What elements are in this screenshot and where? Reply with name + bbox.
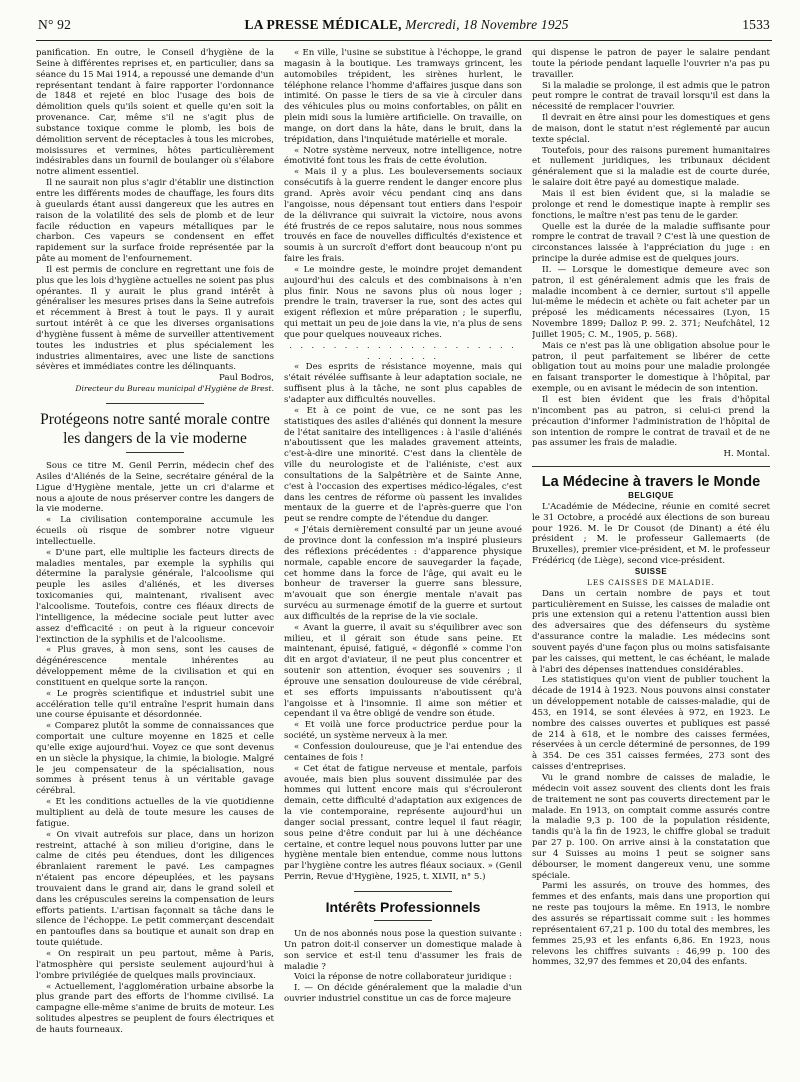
paragraph: Il devrait en être ainsi pour les domestiques et gens de maison, dont le statut n'est réglementé par aucun texte spécial.: [532, 113, 770, 145]
article-headline: Intérêts Professionnels: [325, 898, 481, 915]
paragraph: « J'étais dernièrement consulté par un jeune avoué de province dont la confession m'a inspiré plusieurs des réflexions précédentes : d'apparence physique normale, capable encore de sauvegarder la façade, cet homme dans la force de l'âge, qui avait eu le bonheur de traverser la guerre sans blessure, m'avouait que son énergie mentale n'avait pas survécu au surmenage émotif de la guerre et surtout aux difficultés de la reprise de la vie sociale.: [284, 525, 522, 622]
paragraph: « Et voilà une force productrice perdue pour la société, un système nerveux à la mer.: [284, 720, 522, 742]
paragraph: « Et les conditions actuelles de la vie quotidienne multiplient au delà de toute mesure les causes de fatigue.: [36, 797, 274, 829]
paragraph: Mais il est bien évident que, si la maladie se prolonge et rend le domestique inapte à remplir ses fonctions, le maître n'est pas tenu de le garder.: [532, 188, 770, 221]
topic-subheading: LES CAISSES DE MALADIE.: [587, 577, 715, 587]
paragraph: L'Académie de Médecine, réunie en comité secret le 31 Octobre, a procédé aux élections de son bureau pour 1926. M. le Dr Cousot (de Dinant) a été élu président ; M. le professeur Gallemaerts (de Bruxelles), premier vice-président, et M. le professeur Frédéricq (de Liège), second vice-président.: [532, 501, 770, 567]
paragraph: « Mais il y a plus. Les bouleversements sociaux consécutifs à la guerre rendent le danger encore plus grand. Après avoir vécu pendant cinq ans dans l'angoisse, nous dépensant tout entiers dans l'espoir de la délivrance qui suivrait la victoire, nous avons été frustrés de ce repos salutaire, nous nous sommes trouvés en face de nouvelles difficultés d'existence et soumis à un surcroît d'effort dont beaucoup n'ont pu faire les frais.: [284, 167, 522, 265]
paragraph: « Plus graves, à mon sens, sont les causes de dégénérescence mentale inhérentes au développement même de la civilisation et qui en constituent en quelque sorte la rançon.: [36, 645, 274, 688]
author-title: Directeur du Bureau municipal d'Hygiène de Brest.: [75, 384, 274, 394]
author-signature: Paul Bodros,: [219, 373, 274, 384]
headline-rule: [374, 920, 432, 921]
paragraph: « Notre système nerveux, notre intelligence, notre émotivité font tous les frais de cette évolution.: [284, 145, 522, 167]
paragraph: « D'une part, elle multiplie les facteurs directs de maladies mentales, par exemple la syphilis qui détermine la paralysie générale, l'alcoolisme qui peuple les asiles d'aliénés, et les diverses toxicomanies qui, maintenant, rivalisent avec l'alcoolisme. Toutefois, contre ces fléaux directs de l'intelligence, la médecine sociale peut lutter avec assez d'efficacité : on peut à la rigueur concevoir l'extinction de la syphilis et de l'alcoolisme.: [36, 547, 274, 645]
paragraph: Mais ce n'est pas là une obligation absolue pour le patron, il peut parfaitement se libérer de cette obligation tout au moins pour une maladie prolongée en faisant transporter le domestique à l'hôpital, par exemple, ou en avisant le médecin de son intention.: [532, 340, 770, 395]
paragraph: « Le moindre geste, le moindre projet demandent aujourd'hui des calculs et des combinaisons à n'en plus finir. Nous ne savons plus où nous loger ; prendre le train, traverser la rue, sont des actes qui exigent réflexion et mûre préparation ; le superflu, qui mettait un peu de joie dans la vie, n'a plus de sens que pour quelques nouveaux riches.: [284, 264, 522, 340]
paragraph: Les statistiques qu'on vient de publier touchent la décade de 1914 à 1923. Nous pouvons ainsi constater un développement notable de caisses-maladie, qui de 453, en 1914, se sont élevées à 972, en 1923. Le nombre des caisses ouvertes et publiques est passé de 214 à 618, et le nombre des caisses fermées, réservées à un cercle déterminé de personnes, de 199 à 354. De ces 351 caisses fermées, 273 sont des caisses d'entreprises.: [532, 675, 770, 773]
paragraph: « Confession douloureuse, que je l'ai entendue des centaines de fois !: [284, 742, 522, 763]
paragraph: Un de nos abonnés nous pose la question suivante : Un patron doit-il conserver un domestique malade à son service et est-il tenu d'assumer les frais de maladie ?: [284, 928, 522, 972]
paragraph: Si la maladie se prolonge, il est admis que le patron peut rompre le contrat de travail lorsqu'il est dans la nécessité de remplacer l'ouvrier.: [532, 80, 770, 113]
paragraph: « Comparez plutôt la somme de connaissances que comportait une culture moyenne en 1825 et celle qu'elle exige aujourd'hui. Voyez ce que sont devenus en un siècle la physique, la chimie, la biologie. Malgré le jeu compensateur de la spécialisation, nous sommes à présent tenus à un véritable gavage cérébral.: [36, 721, 274, 797]
paragraph: Vu le grand nombre de caisses de maladie, le médecin voit assez souvent des clients dont les frais de traitement ne sont pas couverts directement par le malade. En 1913, on comptait comme assurés contre la maladie 9,3 p. 100 de la population résidente, tandis qu'à la fin de 1923, le chiffre global se traduit par 27 p. 100. On arrive ainsi à la constatation que sur 4 Suisses au moins 1 peut se soigner sans débourser, le moment dangereux venu, une somme spéciale.: [532, 773, 770, 881]
paragraph: Il est permis de conclure en regrettant une fois de plus que les lois d'hygiène actuelles ne soient pas plus opérantes. Il y aurait le plus grand intérêt à généraliser les mesures prises dans la Seine autrefois et récemment à Brest à tout le pays. Il y aurait surtout intérêt à ce que les diverses organisations d'hygiène fussent à même de surveiller attentivement toutes les industries et plus spécialement les industries alimentaires, avec une liste de sanctions sévères et immédiates contre les délinquants.: [36, 264, 274, 373]
column-middle: [284, 48, 522, 1078]
paragraph: « On vivait autrefois sur place, dans un horizon restreint, attaché à son milieu d'origine, dans le calme de cités peu étendues, dont les diligences ébranlaient rarement le pavé. Les campagnes n'étaient pas encore dépeuplées, et les paysans trouvaient dans le grand air, dans le grand soleil et dans les crépuscules sereins la compensation de leurs efforts patients. L'artisan façonnait sa tâche dans le silence de l'échoppe. Le petit commerçant descendait en pantoufles dans sa boutique et aunait son drap en toute quiétude.: [36, 829, 274, 949]
paragraph: I. — On décide généralement que la maladie d'un ouvrier industriel constitue un cas de force majeure: [284, 983, 522, 1005]
section-headline: La Médecine à travers le Monde: [541, 474, 761, 491]
paragraph: « Avant la guerre, il avait su s'équilibrer avec son milieu, et il gérait son étude sans peine. Et maintenant, épuisé, fatigué, « dégonflé » comme l'on dit en argot d'aviateur, il ne peut plus concentrer et soutenir son attention, évoquer ses souvenirs ; il éprouve une sensation douloureuse de vide cérébral, et ses efforts impuissants n'aboutissent qu'à l'angoisse et à l'insomnie. Il aime son métier et cependant il va être obligé de vendre son étude.: [284, 622, 522, 720]
paragraph: Sous ce titre M. Genil Perrin, médecin chef des Asiles d'Aliénés de la Seine, secrétaire général de la Ligue d'Hygiène mentale, jette un cri d'alarme et nous a ajoute de nous préserver contre les dangers de la vie moderne.: [36, 461, 274, 515]
paragraph: « Actuellement, l'agglomération urbaine absorbe la plus grande part des efforts de l'homme civilisé. La campagne elle-même s'anime de bruits de moteur. Les solitudes alpestres se peuplent de fours électriques et de hauts fourneaux.: [36, 981, 274, 1035]
paragraph: Il ne saurait non plus s'agir d'établir une distinction entre les différents modes de chauffage, les fours dits à gueulards étant aussi dangereux que les autres en raison de la volatilité des sels de plomb et de leur facile réduction en vapeurs métalliques par le charbon. Ces vapeurs se condensent en effet rapidement sur la surface froide représentée par la pâte au moment de l'enfournement.: [36, 178, 274, 265]
paragraph: « Des esprits de résistance moyenne, mais qui s'était révélée suffisante à leur adaptation sociale, ne suffisent plus à la tâche, ne sont plus capables de s'adapter aux difficultés nouvelles.: [284, 362, 522, 405]
column-right: [532, 48, 770, 1078]
issue-date: Mercredi, 18 Novembre 1925: [405, 17, 569, 32]
headline-rule: [126, 452, 184, 453]
paragraph: Voici la réponse de notre collaborateur juridique :: [294, 972, 512, 983]
section-divider: [532, 466, 770, 467]
paragraph: « Et à ce point de vue, ce ne sont pas les statistiques des asiles d'aliénés qui donnent la mesure de l'état sanitaire des intelligences : à l'asile d'aliénés n'aboutissent que les malades gravement atteints, c'est-à-dire une minorité. C'est dans la clientèle de ville du neurologiste et de l'aliéniste, c'est aux consultations de la Salpêtrière et de Sainte Anne, c'est à l'occasion des expertises médico-légales, c'est dans les centres de réforme où passent les invalides mentaux de la guerre et de l'après-guerre que l'on peut se rendre compte de l'étendue du danger.: [284, 405, 522, 525]
page-number: 1533: [742, 17, 770, 32]
paragraph: « Le progrès scientifique et industriel subit une accélération telle qu'il entraîne l'esprit humain dans une course épuisante et désordonnée.: [36, 688, 274, 721]
section-divider: [106, 403, 204, 404]
paragraph: panification. En outre, le Conseil d'hygiène de la Seine à différentes reprises et, en particulier, dans sa séance du 15 Mai 1914, a repoussé une demande d'un représentant tendant à faire rapporter l'ordonnance de 1848 et rejeté en bloc l'usage des bois de démolition quels qu'ils soient et quelle qu'en soit la provenance. Car, même s'il ne s'agit plus de substance toxique comme le plomb, les bois de démolition servent de réceptacles à tous les microbes, moisissures et vermines, hôtes particulièrement indésirables dans un fournil de boulanger où s'élabore notre aliment essentiel.: [36, 48, 274, 178]
paragraph: Dans un certain nombre de pays et tout particulièrement en Suisse, les caisses de maladie ont pris une extension qui a retenu l'attention aussi bien des adversaires que des défenseurs du système d'assurance contre la maladie. Les médecins sont souvent payés d'une façon plus ou moins satisfaisante par les caisses, qui mettent, le cas échéant, le malade à l'abri des dépenses inattendues considérables.: [532, 588, 770, 675]
paragraph: « On respirait un peu partout, même à Paris, l'atmosphère qui persiste seulement aujourd'hui à l'ombre privilégiée de quelques mails provinciaux.: [36, 948, 274, 981]
section-divider: [354, 891, 452, 892]
header-rule: [36, 40, 772, 41]
paragraph: Il est bien évident que les frais d'hôpital n'incombent pas au patron, si celui-ci prend la précaution d'informer l'administration de l'hôpital de son intention de rompre le contrat de travail et de ne pas assumer les frais de maladie.: [532, 395, 770, 449]
ellipsis-line: . . . . . . . . . . . . . . . . . . . . . . . . . . . .: [289, 340, 517, 361]
paragraph: « Cet état de fatigue nerveuse et mentale, parfois avouée, mais bien plus souvent dissimulée par des hommes qui luttent encore mais qui s'écrouleront demain, cette difficulté d'adaptation aux exigences de la vie contemporaine, représente aujourd'hui un danger social pressant, contre lequel il faut réagir, sous peine d'être conduit par lui à une déchéance certaine, et contre lequel nous pouvons lutter par une hygiène mentale bien entendue, comme nous luttons par l'hygiène contre les autres fléaux sociaux. » (Genil Perrin, Revue d'Hygiène, 1925, t. XLVII, n° 5.): [284, 763, 522, 883]
page-header: [38, 14, 770, 36]
article-headline: Protégeons notre santé morale contre les dangers de la vie moderne: [40, 411, 270, 447]
country-heading: SUISSE: [634, 566, 668, 576]
paragraph: Quelle est la durée de la maladie suffisante pour rompre le contrat de travail ? C'est là une question de circonstances laissée à l'appréciation du juge : en principe la durée admise est de quelques jours.: [532, 221, 770, 265]
journal-name: LA PRESSE MÉDICALE,: [244, 17, 402, 32]
issue-number: N° 92: [38, 17, 72, 32]
paragraph: II. — Lorsque le domestique demeure avec son patron, il est généralement admis que les frais de maladie incombent à ce dernier, surtout s'il appelle lui-même le médecin et achète ou fait acheter par un préposé les médicaments nécessaires (Lyon, 15 Novembre 1899; Dalloz P. 99. 2. 371; Neufchâtel, 12 Juillet 1905; C. M., 1905, p. 568).: [532, 264, 770, 340]
paragraph: qui dispense le patron de payer le salaire pendant toute la période pendant laquelle l'ouvrier n'a pas pu travailler.: [532, 48, 770, 80]
country-heading: BELGIQUE: [628, 491, 674, 501]
paragraph: Parmi les assurés, on trouve des hommes, des femmes et des enfants, mais dans une proportion qui ne reste pas toujours la même. En 1913, le nombre des assurés se répartissait comme suit : les hommes représentaient 67,21 p. 100 du total des membres, les femmes 25,93 et les enfants 6,86. En 1923, nous relevons les chiffres suivants : 46,99 p. 100 des hommes, 32,97 des femmes et 20,04 des enfants.: [532, 881, 770, 968]
paragraph: « La civilisation contemporaine accumule les écueils où risque de sombrer notre vigueur intellectuelle.: [36, 515, 274, 547]
column-left: [36, 48, 274, 1078]
paragraph: « En ville, l'usine se substitue à l'échoppe, le grand magasin à la boutique. Les tramways grincent, les automobiles trépident, les sirènes hurlent, le téléphone relance l'homme d'affaires jusque dans son intimité. On passe le tiers de sa vie à circuler dans des véhicules plus ou moins confortables, on pâlit en plein midi sous la lumière artificielle. On travaille, on mange, on dort dans la hâte, dans le bruit, dans la trépidation, dans l'inquiétude matérielle et morale.: [284, 48, 522, 145]
paragraph: Toutefois, pour des raisons purement humanitaires et nullement juridiques, les tribunaux décident généralement que si la maladie est de courte durée, le salaire doit être payé au domestique malade.: [532, 145, 770, 189]
journal-title: [245, 17, 569, 33]
author-signature: H. Montal.: [723, 449, 770, 460]
